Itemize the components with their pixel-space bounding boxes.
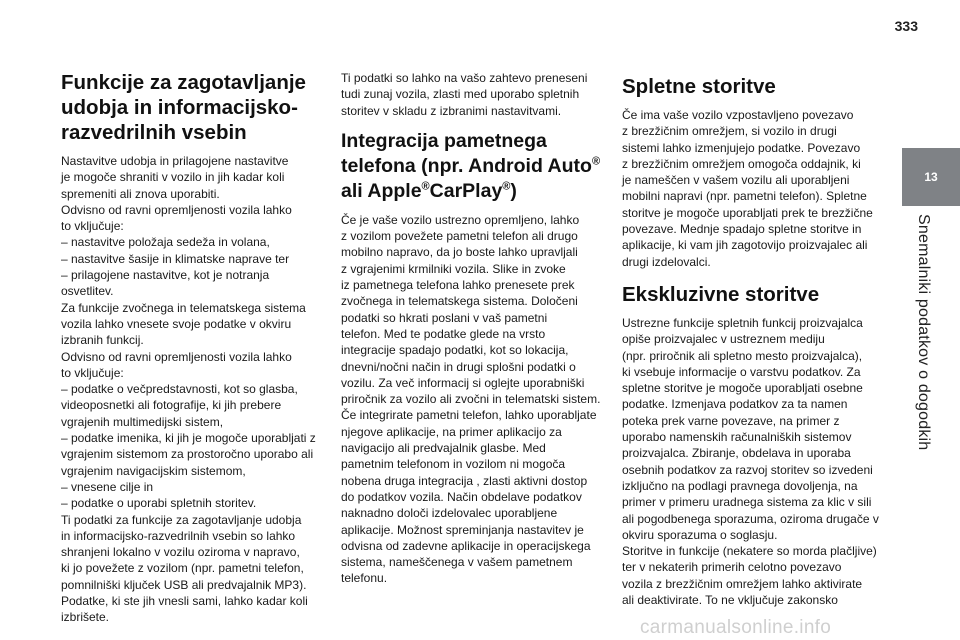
section-body-smartphone <box>341 212 603 587</box>
text-line: storitev v skladu z izbranimi nastavitvami. <box>341 103 562 118</box>
text-line: poteka prek varne povezave, na primer z <box>622 413 840 428</box>
text-line: shranjeni lokalno v vozilu oziroma v napravo, <box>61 545 300 560</box>
text-line: odvisna od zadevne aplikacije in operacijskega <box>341 538 591 553</box>
text-line: dnevni/nočni način in drugi splošni podatki o <box>341 359 576 374</box>
text-line: izbrišete. <box>61 610 110 625</box>
text-line: proizvajalca. Zbiranje, obdelava in uporaba <box>622 446 851 461</box>
text-line: drugi izdelovalci. <box>622 254 711 269</box>
text-line: je nameščen v vašem vozilu ali uporabljeni <box>622 173 850 188</box>
text-line: in informacijsko-razvedrilnih vsebin so lahko <box>61 528 296 543</box>
text-line: z brezžičnim omrežjem, si vozilo in drugi <box>622 124 837 139</box>
text-line: z vgrajenimi krmilniki vozila. Slike in zvoke <box>341 261 566 276</box>
text-line: sistemi lahko izmenjujejo podatke. Povezavo <box>622 140 861 155</box>
text-line: vozila lahko vnesete svoje podatke v okviru <box>61 316 292 331</box>
text-line: Če integrirate pametni telefon, lahko uporabljate <box>341 408 597 423</box>
text-line: Za funkcije zvočnega in telematskega sistema <box>61 300 306 315</box>
text-line: ki vsebuje informacije o varstvu podatkov. Za <box>622 364 861 379</box>
heading-part: CarPlay <box>429 179 503 202</box>
intro-paragraph <box>341 70 603 119</box>
text-line: pametnim telefonom in vozilom ni mogoča <box>341 457 566 472</box>
text-line: Če ima vaše vozilo vzpostavljeno povezavo <box>622 108 854 122</box>
text-line: (npr. priročnik ali spletno mesto proizvajalca), <box>622 348 863 363</box>
text-line: priročnik za vozilo ali zvočni in telematski sistem. <box>341 392 601 407</box>
column-2 <box>341 70 603 587</box>
text-line: podatke. Izmenjava podatkov za ta namen <box>622 397 848 412</box>
watermark: carmanualsonline.info <box>640 617 832 638</box>
text-line: izbranih funkcij. <box>61 333 144 348</box>
section-heading-smartphone <box>341 129 603 204</box>
section-heading-online-services: Spletne storitve <box>622 75 776 98</box>
text-line: Ustrezne funkcije spletnih funkcij proizvajalca <box>622 315 863 330</box>
text-line: aplikacije, ki vam jih zagotovijo proizvajalec ali <box>622 238 868 253</box>
text-line: – podatke imenika, ki jih je mogoče uporabljati z <box>61 431 316 446</box>
text-line: Ti podatki so lahko na vašo zahtevo preneseni <box>341 71 588 85</box>
text-line: integracije spadajo podatki, kot so lokacija, <box>341 343 569 358</box>
text-line: podatki so hkrati poslani v vaš pametni <box>341 310 548 325</box>
text-line: njegove aplikacije, na primer aplikacijo za <box>341 424 562 439</box>
section-body-exclusive-services <box>622 315 894 608</box>
text-line: sistema, nameščenega v vašem pametnem <box>341 555 573 570</box>
text-line: Odvisno od ravni opremljenosti vozila lahko <box>61 202 292 217</box>
text-line: vgrajenim navigacijskim sistemom, <box>61 463 246 478</box>
text-line: uporabo namenskih računalniških sistemov <box>622 430 852 445</box>
text-line: povezave. Mednje spadajo spletne storitve in <box>622 222 862 237</box>
section-heading-exclusive-services: Ekskluzivne storitve <box>622 282 820 306</box>
text-line: z vozilom povežete pametni telefon ali drugo <box>341 229 578 244</box>
text-line: vgrajenih multimedijski sistem, <box>61 414 224 429</box>
text-line: pomnilniški ključek USB ali predvajalnik MP3). <box>61 577 307 592</box>
text-line: – vnesene cilje in <box>61 479 154 494</box>
text-line: ki jo povežete z vozilom (npr. pametni telefon, <box>61 561 304 576</box>
registered-mark: ® <box>502 180 511 193</box>
text-line: – podatke o večpredstavnosti, kot so glasba, <box>61 382 298 397</box>
text-line: mobilni napravi (npr. pametni telefon). Spletne <box>622 189 867 204</box>
text-line: to vključuje: <box>61 365 124 380</box>
text-line: mobilno napravo, da jo boste lahko upravljali <box>341 245 578 260</box>
text-line: telefon. Med te podatke glede na vrsto <box>341 326 546 341</box>
text-line: Če je vaše vozilo ustrezno opremljeno, lahko <box>341 212 580 227</box>
text-line: Storitve in funkcije (nekatere so morda plačljive) <box>622 544 877 559</box>
text-line: Odvisno od ravni opremljenosti vozila lahko <box>61 349 292 364</box>
text-line: je mogoče shraniti v vozilo in jih kadar koli <box>61 170 285 185</box>
text-line: ali pogodbenega sporazuma, oziroma drugače v <box>622 511 879 526</box>
text-line: videoposnetki ali fotografije, ki jih prebere <box>61 398 282 413</box>
text-line: Ti podatki za funkcije za zagotavljanje udobja <box>61 512 302 527</box>
text-line: tudi zunaj vozila, zlasti med uporabo spletnih <box>341 87 580 102</box>
text-line: osvetlitev. <box>61 284 114 299</box>
chapter-title-text: Snemalniki podatkov o dogodkih <box>915 214 932 451</box>
text-line: vozila z brezžičnim omrežjem lahko aktivirate <box>622 576 863 591</box>
text-line: nobena druga integracija , zlasti aktivni dostop <box>341 473 588 488</box>
text-line: z brezžičnim omrežjem omogoča oddajnik, ki <box>622 156 861 171</box>
text-line: spremeniti ali znova uporabiti. <box>61 186 220 201</box>
chapter-number: 13 <box>924 170 938 184</box>
column-1 <box>61 70 329 626</box>
text-line: Nastavitve udobja in prilagojene nastavitve <box>61 154 289 168</box>
column-3 <box>622 70 894 608</box>
heading-part: ali Apple <box>341 179 422 202</box>
heading-part: Integracija pametnega telefona (npr. Android Auto <box>341 129 592 177</box>
registered-mark: ® <box>591 155 601 168</box>
text-line: primer v primeru uradnega sistema za klic v sili <box>622 495 872 510</box>
text-line: telefonu. <box>341 571 388 586</box>
chapter-tab <box>902 148 960 206</box>
text-line: – nastavitve položaja sedeža in volana, <box>61 235 270 250</box>
text-line: – podatke o uporabi spletnih storitev. <box>61 496 257 511</box>
text-line: ali deaktivirate. To ne vključuje zakonsko <box>622 593 838 608</box>
text-line: osebnih podatkov za razvoj storitev so izvedeni <box>622 462 873 477</box>
text-line: ter v nekaterih primerih celotno povezavo <box>622 560 842 575</box>
text-line: okviru sporazuma o soglasju. <box>622 527 778 542</box>
text-line: do podatkov vozila. Način obdelave podatkov <box>341 489 582 504</box>
text-line: opiše proizvajalec v ustreznem mediju <box>622 332 825 347</box>
text-line: spletne storitve je mogoče uporabljati osebne <box>622 381 863 396</box>
text-line: naknadno določi izdelovalec uporabljene <box>341 506 558 521</box>
text-line: Podatke, ki ste jih vnesli sami, lahko kadar koli <box>61 594 308 609</box>
text-line: zvočnega in telematskega sistema. Določeni <box>341 294 578 309</box>
text-line: – prilagojene nastavitve, kot je notranja <box>61 268 270 283</box>
section-body-online-services <box>622 107 894 270</box>
text-line: aplikacije. Možnost spreminjanja nastavitev je <box>341 522 584 537</box>
text-line: – nastavitve šasije in klimatske naprave ter <box>61 251 290 266</box>
section-heading-comfort: Funkcije za zagotavljanje udobja in informacijsko-razvedrilnih vsebin <box>61 71 306 144</box>
text-line: vgrajenim sistemom za prostoročno uporabo ali <box>61 447 314 462</box>
chapter-title <box>903 214 943 634</box>
text-line: izključno na podlagi pravnega dovoljenja, na <box>622 478 858 493</box>
text-line: storitve je mogoče uporabljati prek te brezžične <box>622 205 873 220</box>
text-line: iz pametnega telefona lahko prenesete prek <box>341 278 575 293</box>
heading-part: ) <box>510 179 517 202</box>
text-line: to vključuje: <box>61 219 124 234</box>
page-number: 333 <box>894 18 918 34</box>
section-body-comfort <box>61 153 329 626</box>
text-line: navigacijo ali predvajalnik glasbe. Med <box>341 441 546 456</box>
text-line: vozilu. Za več informacij si oglejte uporabniški <box>341 375 585 390</box>
registered-mark: ® <box>421 180 430 193</box>
